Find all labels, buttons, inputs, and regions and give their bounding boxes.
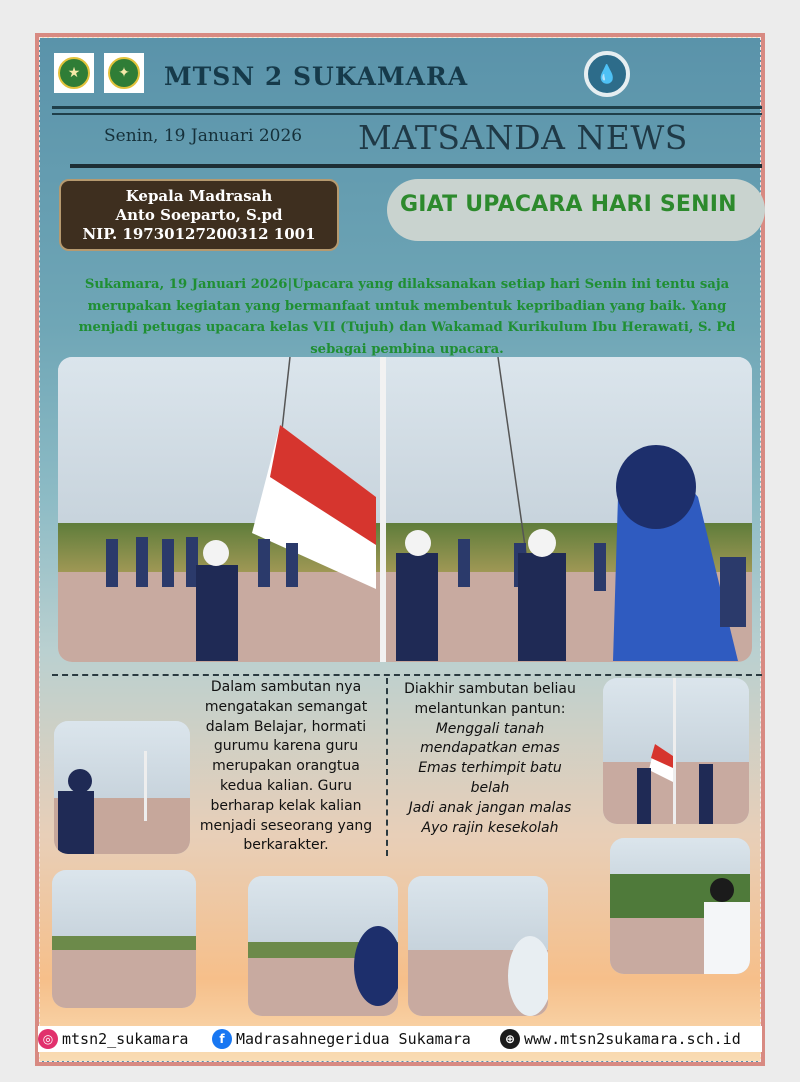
matsanda-circle-logo: 💧 bbox=[584, 51, 630, 97]
website-url: www.mtsn2sukamara.sch.id bbox=[524, 1030, 741, 1048]
pantun-line-5: Jadi anak jangan malas bbox=[408, 799, 572, 816]
headmaster-box bbox=[59, 179, 339, 251]
facebook-link[interactable] bbox=[212, 1026, 502, 1052]
globe-icon: ⊕ bbox=[500, 1029, 520, 1049]
ceremony-scene bbox=[58, 357, 752, 662]
pantun-line-4: belah bbox=[470, 779, 510, 796]
headline: GIAT UPACARA HARI SENIN bbox=[400, 192, 737, 217]
headmaster-name: Anto Soeparto, S.pd bbox=[115, 206, 283, 224]
pantun-intro-line-1: Diakhir sambutan beliau bbox=[404, 681, 576, 697]
newsletter-page bbox=[35, 33, 765, 1066]
photo-bottom-1 bbox=[52, 870, 196, 1008]
photo-bottom-4 bbox=[610, 838, 750, 974]
pantun-intro-line-2: melantunkan pantun: bbox=[414, 700, 566, 717]
newsletter-title: MATSANDA NEWS bbox=[358, 118, 688, 157]
title-rule bbox=[70, 164, 762, 168]
header-band bbox=[46, 43, 756, 113]
pantun-line-2: mendapatkan emas bbox=[420, 740, 560, 757]
issue-date: Senin, 19 Januari 2026 bbox=[104, 126, 303, 146]
kemenag-logo: ★ bbox=[54, 53, 94, 93]
intro-paragraph: Sukamara, 19 Januari 2026|Upacara yang dilaksanakan setiap hari Senin ini tentu saja merupakan kegiatan yang bermanfaat untuk membentuk kepribadian yang baik. Yang menjadi petugas upacara kelas VII (Tujuh) dan Wakamad Kurikulum Ibu Herawati, S. Pd sebagai pembina upacara. bbox=[78, 277, 736, 357]
website-link[interactable] bbox=[500, 1026, 762, 1052]
instagram-link[interactable] bbox=[38, 1026, 218, 1052]
photo-flag-right bbox=[603, 678, 749, 824]
speech-paragraph: Dalam sambutan nya mengatakan semangat dalam Belajar, hormati gurumu karena guru merupakan orangtua kedua kalian. Guru berharap kelak kalian menjadi seseorang yang berkarakter. bbox=[199, 679, 373, 854]
photo-bottom-3 bbox=[408, 876, 548, 1016]
header-rule-top bbox=[52, 106, 762, 109]
pantun-line-3: Emas terhimpit batu bbox=[418, 760, 562, 777]
photo-officer-left bbox=[54, 721, 190, 854]
school-name: MTSN 2 SUKAMARA bbox=[164, 62, 469, 91]
photo-bottom-2 bbox=[248, 876, 398, 1016]
pantun-line-6: Ayo rajin kesekolah bbox=[421, 819, 559, 836]
header-rule-bottom bbox=[52, 113, 762, 115]
headmaster-nip: NIP. 19730127200312 1001 bbox=[82, 225, 316, 243]
facebook-icon: f bbox=[212, 1029, 232, 1049]
column-divider bbox=[386, 678, 388, 856]
instagram-icon: ◎ bbox=[38, 1029, 58, 1049]
footer-bar bbox=[40, 1024, 770, 1052]
newsletter-inner bbox=[39, 37, 761, 1062]
pantun-verse bbox=[390, 720, 590, 839]
section-divider bbox=[52, 674, 762, 676]
headmaster-role: Kepala Madrasah bbox=[125, 187, 273, 205]
pantun-block bbox=[390, 680, 590, 838]
facebook-name: Madrasahnegeridua Sukamara bbox=[236, 1030, 471, 1048]
main-ceremony-photo bbox=[58, 357, 752, 662]
pantun-line-1: Menggali tanah bbox=[435, 720, 545, 737]
instagram-handle: mtsn2_sukamara bbox=[62, 1030, 189, 1048]
madrasah-logo: ✦ bbox=[104, 53, 144, 93]
